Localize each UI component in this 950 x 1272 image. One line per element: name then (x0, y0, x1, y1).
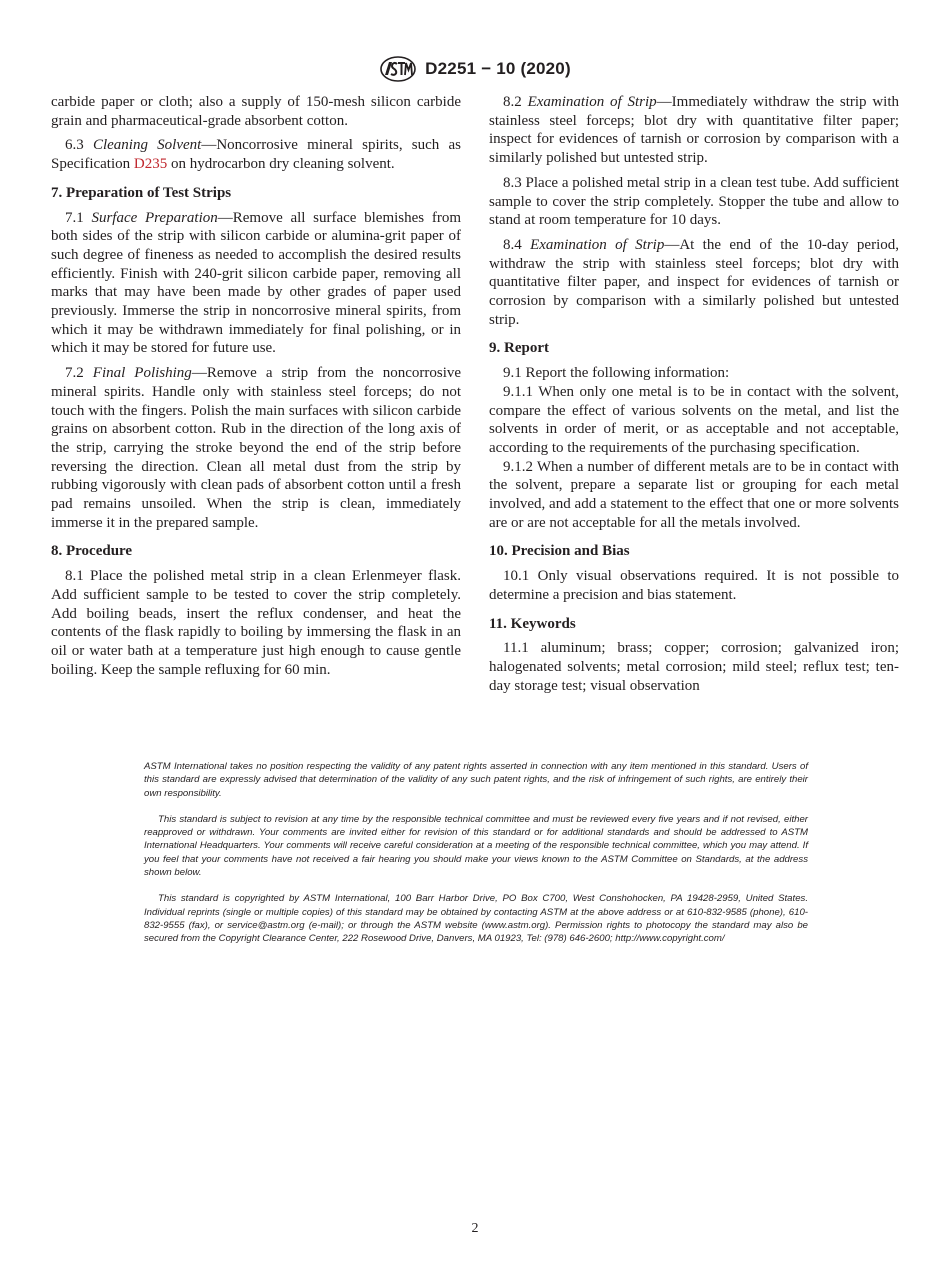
legal-footnotes (144, 760, 808, 959)
paragraph-text: —At the end of the 10-day period, withdraw the strip with stainless steel forceps; blot dry with quantitative filter paper, and inspect for evidences of tarnish or corrosion by comparison with a similarly polished but untested strip. (489, 236, 900, 328)
section-heading-8: 8. Procedure (51, 543, 133, 560)
paragraph-8-1: 8.1 Place the polished metal strip in a clean Erlenmeyer flask. Add sufficient sample to be tested to cover the strip completely. Add boiling beads, insert the reflux condenser, and heat the contents of the flask rapidly to boiling by immersing the flask in an oil or water bath at a temperature just high enough to cause gentle boiling. Keep the sample refluxing for 60 min. (51, 568, 461, 678)
paragraph-6-3 (51, 136, 461, 173)
paragraph-title: Cleaning Solvent (92, 137, 202, 154)
paragraph-number: 8.4 (503, 236, 522, 253)
left-column (51, 93, 461, 685)
paragraph-8-4 (489, 236, 899, 330)
paragraph-title: Surface Preparation (91, 209, 218, 226)
paragraph-9-1-2: 9.1.2 When a number of different metals are to be in contact with the solvent, prepare a separate list or grouping for each metal involved, and add a statement to the effect that one or more solvents are or are not acceptable for all the metals involved. (489, 458, 899, 531)
paragraph-number: 7.2 (65, 365, 84, 382)
section-heading-7: 7. Preparation of Test Strips (51, 184, 232, 201)
paragraph-text: —Noncorrosive mineral spirits, such as Specification (51, 137, 461, 173)
paragraph-8-3: 8.3 Place a polished metal strip in a clean test tube. Add sufficient sample to cover the strip completely. Stopper the tube and allow to stand at room temperature for 10 days. (489, 174, 899, 229)
d235-link[interactable]: D235 (133, 156, 168, 173)
paragraph-title: Examination of Strip (527, 94, 657, 110)
copyright-notice: This standard is copyrighted by ASTM International, 100 Barr Harbor Drive, PO Box C700, West Conshohocken, PA 19428-2959, United States. Individual reprints (single or multiple copies) of this standard may be obtained by contacting ASTM at the above address or at 610-832-9585 (phone), 610-832-9555 (fax), or service@astm.org (e-mail); or through the ASTM website (www.astm.org). Permission rights to photocopy the standard may also be secured from the Copyright Clearance Center, 222 Rosewood Drive, Danvers, MA 01923, Tel: (978) 646-2600; http://www.copyright.com/ (144, 893, 808, 945)
paragraph-10-1: 10.1 Only visual observations required. It is not possible to determine a precision and bias statement. (489, 568, 899, 603)
paragraph-9-1-1: 9.1.1 When only one metal is to be in contact with the solvent, compare the effect of various solvents on the metal, and list the solvents in order of merit, or as acceptable and not acceptable, according to the requirements of the purchasing specification. (489, 383, 899, 456)
paragraph-text: on hydrocarbon dry cleaning solvent. (167, 156, 395, 173)
paragraph-number: 6.3 (65, 137, 84, 154)
revision-notice: This standard is subject to revision at any time by the responsible technical committee and must be reviewed every five years and if not revised, either reapproved or withdrawn. Your comments are invited either for revision of this standard or for additional standards and should be addressed to ASTM International Headquarters. Your comments will receive careful consideration at a meeting of the responsible technical committee, which you may attend. If you feel that your comments have not received a fair hearing you should make your views known to the ASTM Committee on Standards, at the address shown below. (144, 813, 808, 879)
paragraph-11-1: 11.1 aluminum; brass; copper; corrosion; galvanized iron; halogenated solvents; metal corrosion; mild steel; reflux test; ten-day storage test; visual observation (489, 640, 899, 694)
paragraph-text: —Remove a strip from the noncorrosive mineral spirits. Handle only with stainless steel forceps; do not touch with the fingers. Polish the main surfaces with silicon carbide grains on absorbent cotton. Rub in the direction of the long axis of the strip, carrying the stroke beyond the end of the strip before reversing the direction. Clean all metal dust from the strip by rubbing vigorously with clean pads of absorbent cotton until a fresh pad remains unsoiled. When the strip is clean, immediately immerse it in the prepared sample. (51, 365, 462, 531)
patent-notice: ASTM International takes no position respecting the validity of any patent rights asserted in connection with any item mentioned in this standard. Users of this standard are expressly advised that determination of the validity of any such patent rights, and the risk of infringement of such rights, are entirely their own responsibility. (144, 761, 808, 799)
paragraph-number: 7.1 (65, 209, 84, 226)
paragraph-title: Examination of Strip (530, 236, 665, 253)
astm-logo-icon (379, 54, 417, 84)
paragraph-text: —Remove all surface blemishes from both sides of the strip with silicon carbide or alumina-grit paper of such degree of fineness as needed to accomplish the desired results efficiently. Finish with 240-grit silicon carbide paper, removing all marks that may have been made by other grades of paper used previously. Immerse the strip in noncorrosive mineral spirits, from which it may be withdrawn immediately for final polishing, or in which it may be stored for future use. (51, 209, 461, 357)
page-number: 2 (471, 1221, 479, 1236)
paragraph-8-2 (489, 93, 899, 168)
standard-designation: D2251 − 10 (2020) (425, 59, 571, 78)
paragraph-7-2 (51, 364, 461, 532)
right-column (489, 93, 899, 701)
paragraph-text: —Immediately withdraw the strip with stainless steel forceps; blot dry with quantitative filter paper; inspect for evidences of tarnish or corrosion by comparison with a similarly polished but untested strip. (489, 94, 900, 167)
paragraph-7-1 (51, 209, 461, 359)
paragraph-number: 8.2 (503, 94, 522, 110)
section-heading-10: 10. Precision and Bias (489, 543, 630, 560)
paragraph-title: Final Polishing (92, 365, 192, 382)
page-header (0, 52, 950, 86)
paragraph-6-2-continued: carbide paper or cloth; also a supply of 150-mesh silicon carbide grain and pharmaceutical-grade absorbent cotton. (51, 94, 461, 129)
paragraph-9-1: 9.1 Report the following information: (503, 365, 730, 382)
section-heading-9: 9. Report (489, 340, 549, 357)
section-heading-11: 11. Keywords (489, 615, 576, 632)
